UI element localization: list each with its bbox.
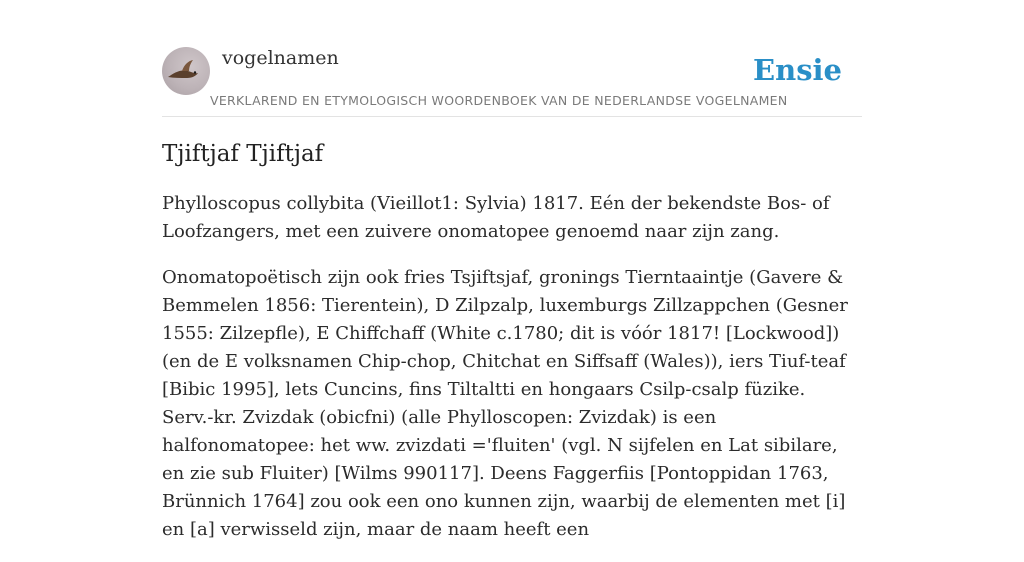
article [162, 138, 862, 562]
bird-avatar-icon[interactable] [162, 47, 210, 95]
site-tagline: VERKLAREND EN ETYMOLOGISCH WOORDENBOEK VAN DE NEDERLANDSE VOGELNAMEN [210, 93, 788, 108]
article-title: Tjiftjaf Tjiftjaf [162, 141, 324, 167]
site-header [162, 46, 862, 117]
ensie-logo[interactable]: Ensie [753, 53, 842, 87]
site-name[interactable]: vogelnamen [222, 47, 339, 69]
article-paragraph: Phylloscopus collybita (Vieillot1: Sylvia) 1817. Eén der bekendste Bos- of Loofzangers, met een zuivere onomatopee genoemd naar zijn zang. [162, 193, 830, 242]
article-paragraph: Onomatopoëtisch zijn ook fries Tsjiftsjaf, gronings Tierntaaintje (Gavere & Bemmelen 1856: Tierentein), D Zilpzalp, luxemburgs Zillzappchen (Gesner 1555: Zilzepfle), E Chiffchaff (White c.1780; dit is vóór 1817! [Lockwood]) (en de E volksnamen Chip-chop, Chitchat en Siffsaff (Wales)), iers Tiuf-teaf [Bibic 1995], lets Cuncins, fins Tiltaltti en hongaars Csilp-csalp füzike. Serv.-kr. Zvizdak (obicfni) (alle Phylloscopen: Zvizdak) is een halfonomatopee: het ww. zvizdati ='fluiten' (vgl. N sijfelen en Lat sibilare, en zie sub Fluiter) [Wilms 990117]. Deens Faggerfiis [Pontoppidan 1763, Brünnich 1764] zou ook een ono kunnen zijn, waarbij de elementen met [i] en [a] verwisseld zijn, maar de naam heeft een [162, 267, 848, 540]
